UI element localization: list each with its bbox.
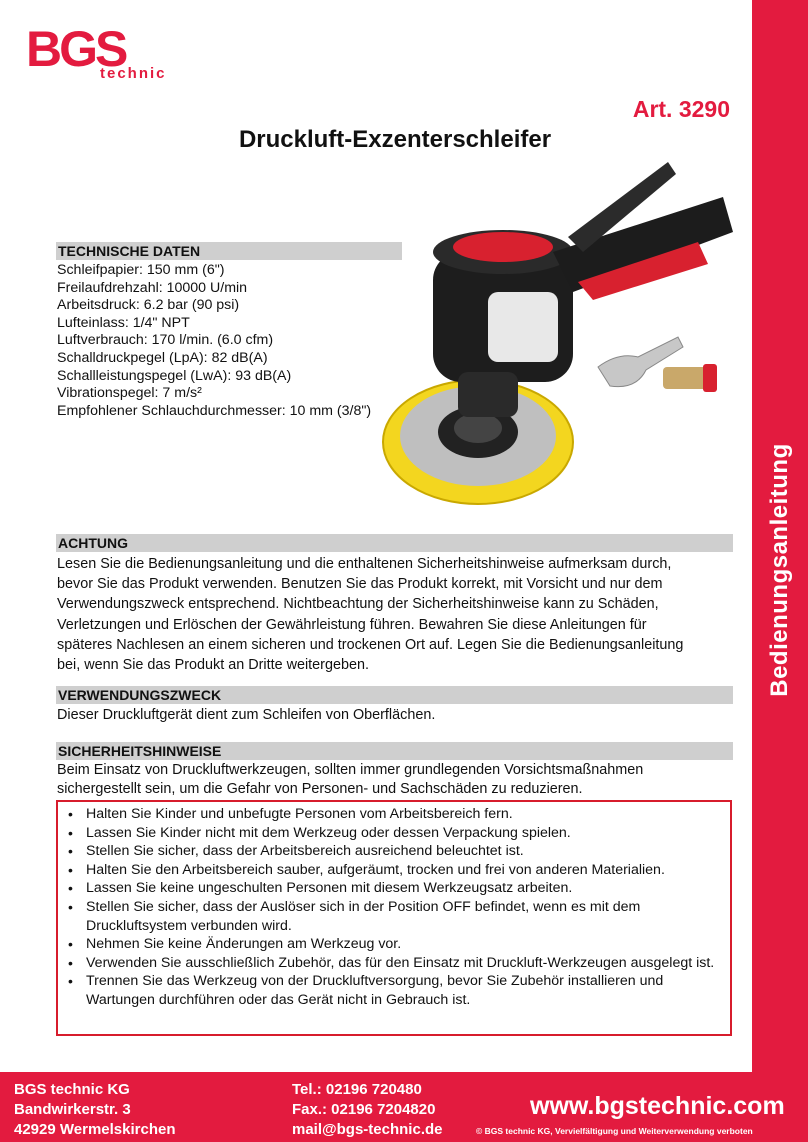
side-label-wrap: [752, 0, 808, 1072]
spec-item: Arbeitsdruck: 6.2 bar (90 psi): [57, 297, 240, 314]
achtung-heading: ACHTUNG: [56, 534, 733, 552]
specs-list: [57, 262, 371, 420]
footer-line: BGS technic KG: [14, 1081, 130, 1098]
safety-list: [62, 805, 722, 1010]
list-item: • Trennen Sie das Werkzeug von der Druckluftversorgung, bevor Sie Zubehör installieren und Wartungen durchführen oder das Gerät nicht in Gebrauch ist.: [62, 972, 722, 1009]
footer-line: Bandwirkerstr. 3: [14, 1101, 131, 1118]
footer-company: [14, 1080, 176, 1140]
text-line: Beim Einsatz von Druckluftwerkzeugen, sollten immer grundlegenden Vorsichtsmaßnahmen: [57, 762, 644, 778]
text-line: bevor Sie das Produkt verwenden. Benutzen Sie das Produkt korrekt, mit Vorsicht und nur dem: [57, 576, 663, 593]
spec-item: Schallleistungspegel (LwA): 93 dB(A): [57, 367, 292, 384]
text-line: späteres Nachlesen an einem sicheren und trockenen Ort auf. Legen Sie die Bedienungsanleitung: [57, 636, 684, 653]
footer-fax: Fax.: 02196 7204820: [292, 1101, 436, 1118]
page-title: Druckluft-Exzenterschleifer: [238, 126, 552, 153]
text-line: sichergestellt sein, um die Gefahr von Personen- und Sachschäden zu reduzieren.: [57, 781, 583, 797]
list-item: • Halten Sie Kinder und unbefugte Personen vom Arbeitsbereich fern.: [62, 805, 722, 824]
footer-copyright: © BGS technic KG, Vervielfältigung und Weiterverwendung verboten: [476, 1126, 753, 1136]
list-item: • Stellen Sie sicher, dass der Auslöser sich in der Position OFF befindet, wenn es mit dem Druckluftsystem verbunden wird.: [62, 898, 722, 935]
svg-text:BGS: BGS: [26, 21, 126, 77]
spec-item: Empfohlener Schlauchdurchmesser: 10 mm (3/8"): [57, 402, 372, 419]
spec-item: Lufteinlass: 1/4" NPT: [57, 314, 190, 331]
footer-phone: Tel.: 02196 720480: [292, 1081, 422, 1098]
spec-item: Freilaufdrehzahl: 10000 U/min: [57, 279, 248, 296]
side-label: Bedienungsanleitung: [766, 443, 793, 697]
achtung-text: [57, 554, 737, 675]
footer-email[interactable]: mail@bgs-technic.de: [292, 1121, 443, 1138]
footer-website[interactable]: www.bgstechnic.com: [530, 1092, 785, 1120]
list-item: • Lassen Sie keine ungeschulten Personen mit diesem Werkzeugsatz arbeiten.: [62, 879, 722, 898]
text-line: Verletzungen und Erlöschen der Gewährleistung führen. Bewahren Sie diese Anleitungen für: [57, 616, 647, 633]
text-line: Lesen Sie die Bedienungsanleitung und die enthaltenen Sicherheitshinweise aufmerksam durch,: [57, 556, 672, 572]
zweck-heading: VERWENDUNGSZWECK: [56, 686, 733, 704]
list-item: • Halten Sie den Arbeitsbereich sauber, aufgeräumt, trocken und frei von anderen Materialien.: [62, 861, 722, 880]
spec-item: Schalldruckpegel (LpA): 82 dB(A): [57, 349, 268, 366]
spec-item: Luftverbrauch: 170 l/min. (6.0 cfm): [57, 332, 274, 349]
list-item: • Lassen Sie Kinder nicht mit dem Werkzeug oder dessen Verpackung spielen.: [62, 824, 722, 843]
safety-heading: SICHERHEITSHINWEISE: [56, 742, 733, 760]
product-image: [378, 152, 750, 522]
footer-contact: [292, 1080, 443, 1140]
logo-subtext: technic: [100, 65, 167, 82]
article-number: Art. 3290: [632, 96, 730, 122]
specs-heading: TECHNISCHE DATEN: [56, 242, 402, 260]
list-item: • Stellen Sie sicher, dass der Arbeitsbereich ausreichend beleuchtet ist.: [62, 842, 722, 861]
text-line: Dieser Druckluftgerät dient zum Schleifen von Oberflächen.: [57, 707, 436, 723]
list-item: • Verwenden Sie ausschließlich Zubehör, das für den Einsatz mit Druckluft-Werkzeugen ausgelegt ist.: [62, 954, 722, 973]
spec-item: Schleifpapier: 150 mm (6"): [57, 262, 225, 278]
zweck-text: [57, 705, 737, 725]
text-line: bei, wenn Sie das Produkt an Dritte weitergeben.: [57, 657, 369, 674]
bgs-logo: [24, 20, 167, 84]
footer-line: 42929 Wermelskirchen: [14, 1121, 176, 1138]
safety-intro: [57, 761, 737, 799]
list-item: • Nehmen Sie keine Änderungen am Werkzeug vor.: [62, 935, 722, 954]
spec-item: Vibrationspegel: 7 m/s²: [57, 385, 202, 402]
footer: [0, 1072, 808, 1142]
text-line: Verwendungszweck entsprechend. Nichtbeachtung der Sicherheitshinweise kann zu Schäden,: [57, 596, 659, 613]
